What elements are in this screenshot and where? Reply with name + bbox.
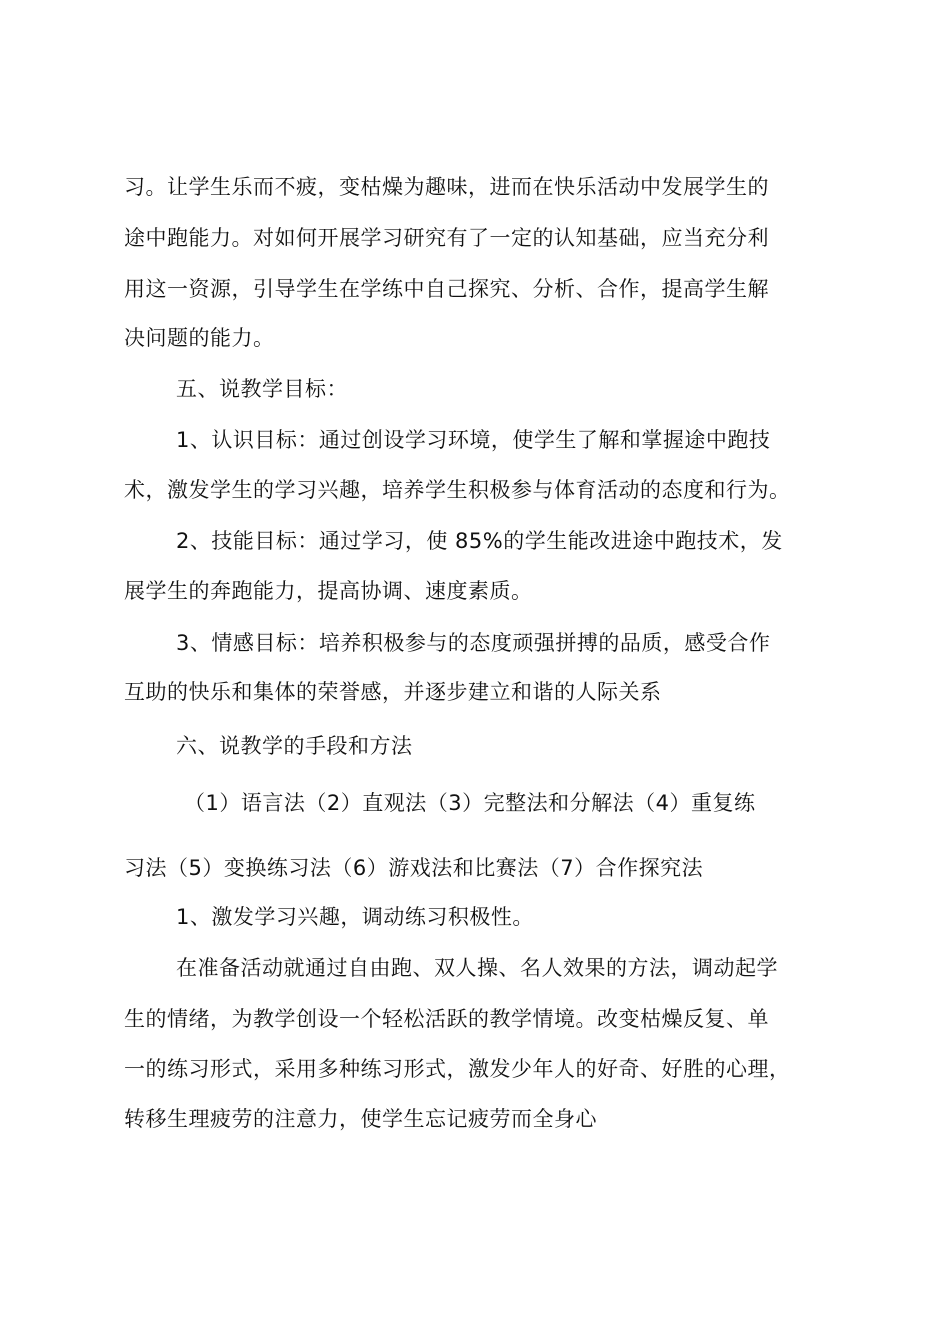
- paragraph-line: 3、情感目标：培养积极参与的态度顽强拼搏的品质，感受合作: [176, 631, 771, 655]
- paragraph-line: 一的练习形式，采用多种练习形式，激发少年人的好奇、好胜的心理，: [124, 1057, 791, 1081]
- paragraph-line: 展学生的奔跑能力，提高协调、速度素质。: [124, 579, 533, 603]
- paragraph-line: 转移生理疲劳的注意力，使学生忘记疲劳而全身心: [124, 1107, 597, 1131]
- paragraph-line: 2、技能目标：通过学习，使 85%的学生能改进途中跑技术，发: [176, 529, 783, 553]
- paragraph-line: 途中跑能力。对如何开展学习研究有了一定的认知基础，应当充分利: [124, 226, 769, 250]
- paragraph-line: 习。让学生乐而不疲，变枯燥为趣味，进而在快乐活动中发展学生的: [124, 175, 769, 199]
- paragraph-line: 术，激发学生的学习兴趣，培养学生积极参与体育活动的态度和行为。: [124, 478, 791, 502]
- paragraph-line: 1、认识目标：通过创设学习环境，使学生了解和掌握途中跑技: [176, 428, 771, 452]
- paragraph-line: 习法（5）变换练习法（6）游戏法和比赛法（7）合作探究法: [124, 856, 704, 880]
- paragraph-line: 互助的快乐和集体的荣誉感，并逐步建立和谐的人际关系: [124, 680, 662, 704]
- paragraph-line: 用这一资源，引导学生在学练中自己探究、分析、合作，提高学生解: [124, 277, 769, 301]
- section-heading: 五、说教学目标：: [176, 377, 348, 401]
- paragraph-line: 决问题的能力。: [124, 326, 275, 350]
- section-heading: 六、说教学的手段和方法: [176, 734, 413, 758]
- section-heading: 1、激发学习兴趣，调动练习积极性。: [176, 905, 534, 929]
- paragraph-line: 生的情绪，为教学创设一个轻松活跃的教学情境。改变枯燥反复、单: [124, 1007, 769, 1031]
- paragraph-line: （1）语言法（2）直观法（3）完整法和分解法（4）重复练: [184, 791, 756, 815]
- paragraph-line: 在准备活动就通过自由跑、双人操、名人效果的方法，调动起学: [176, 956, 778, 980]
